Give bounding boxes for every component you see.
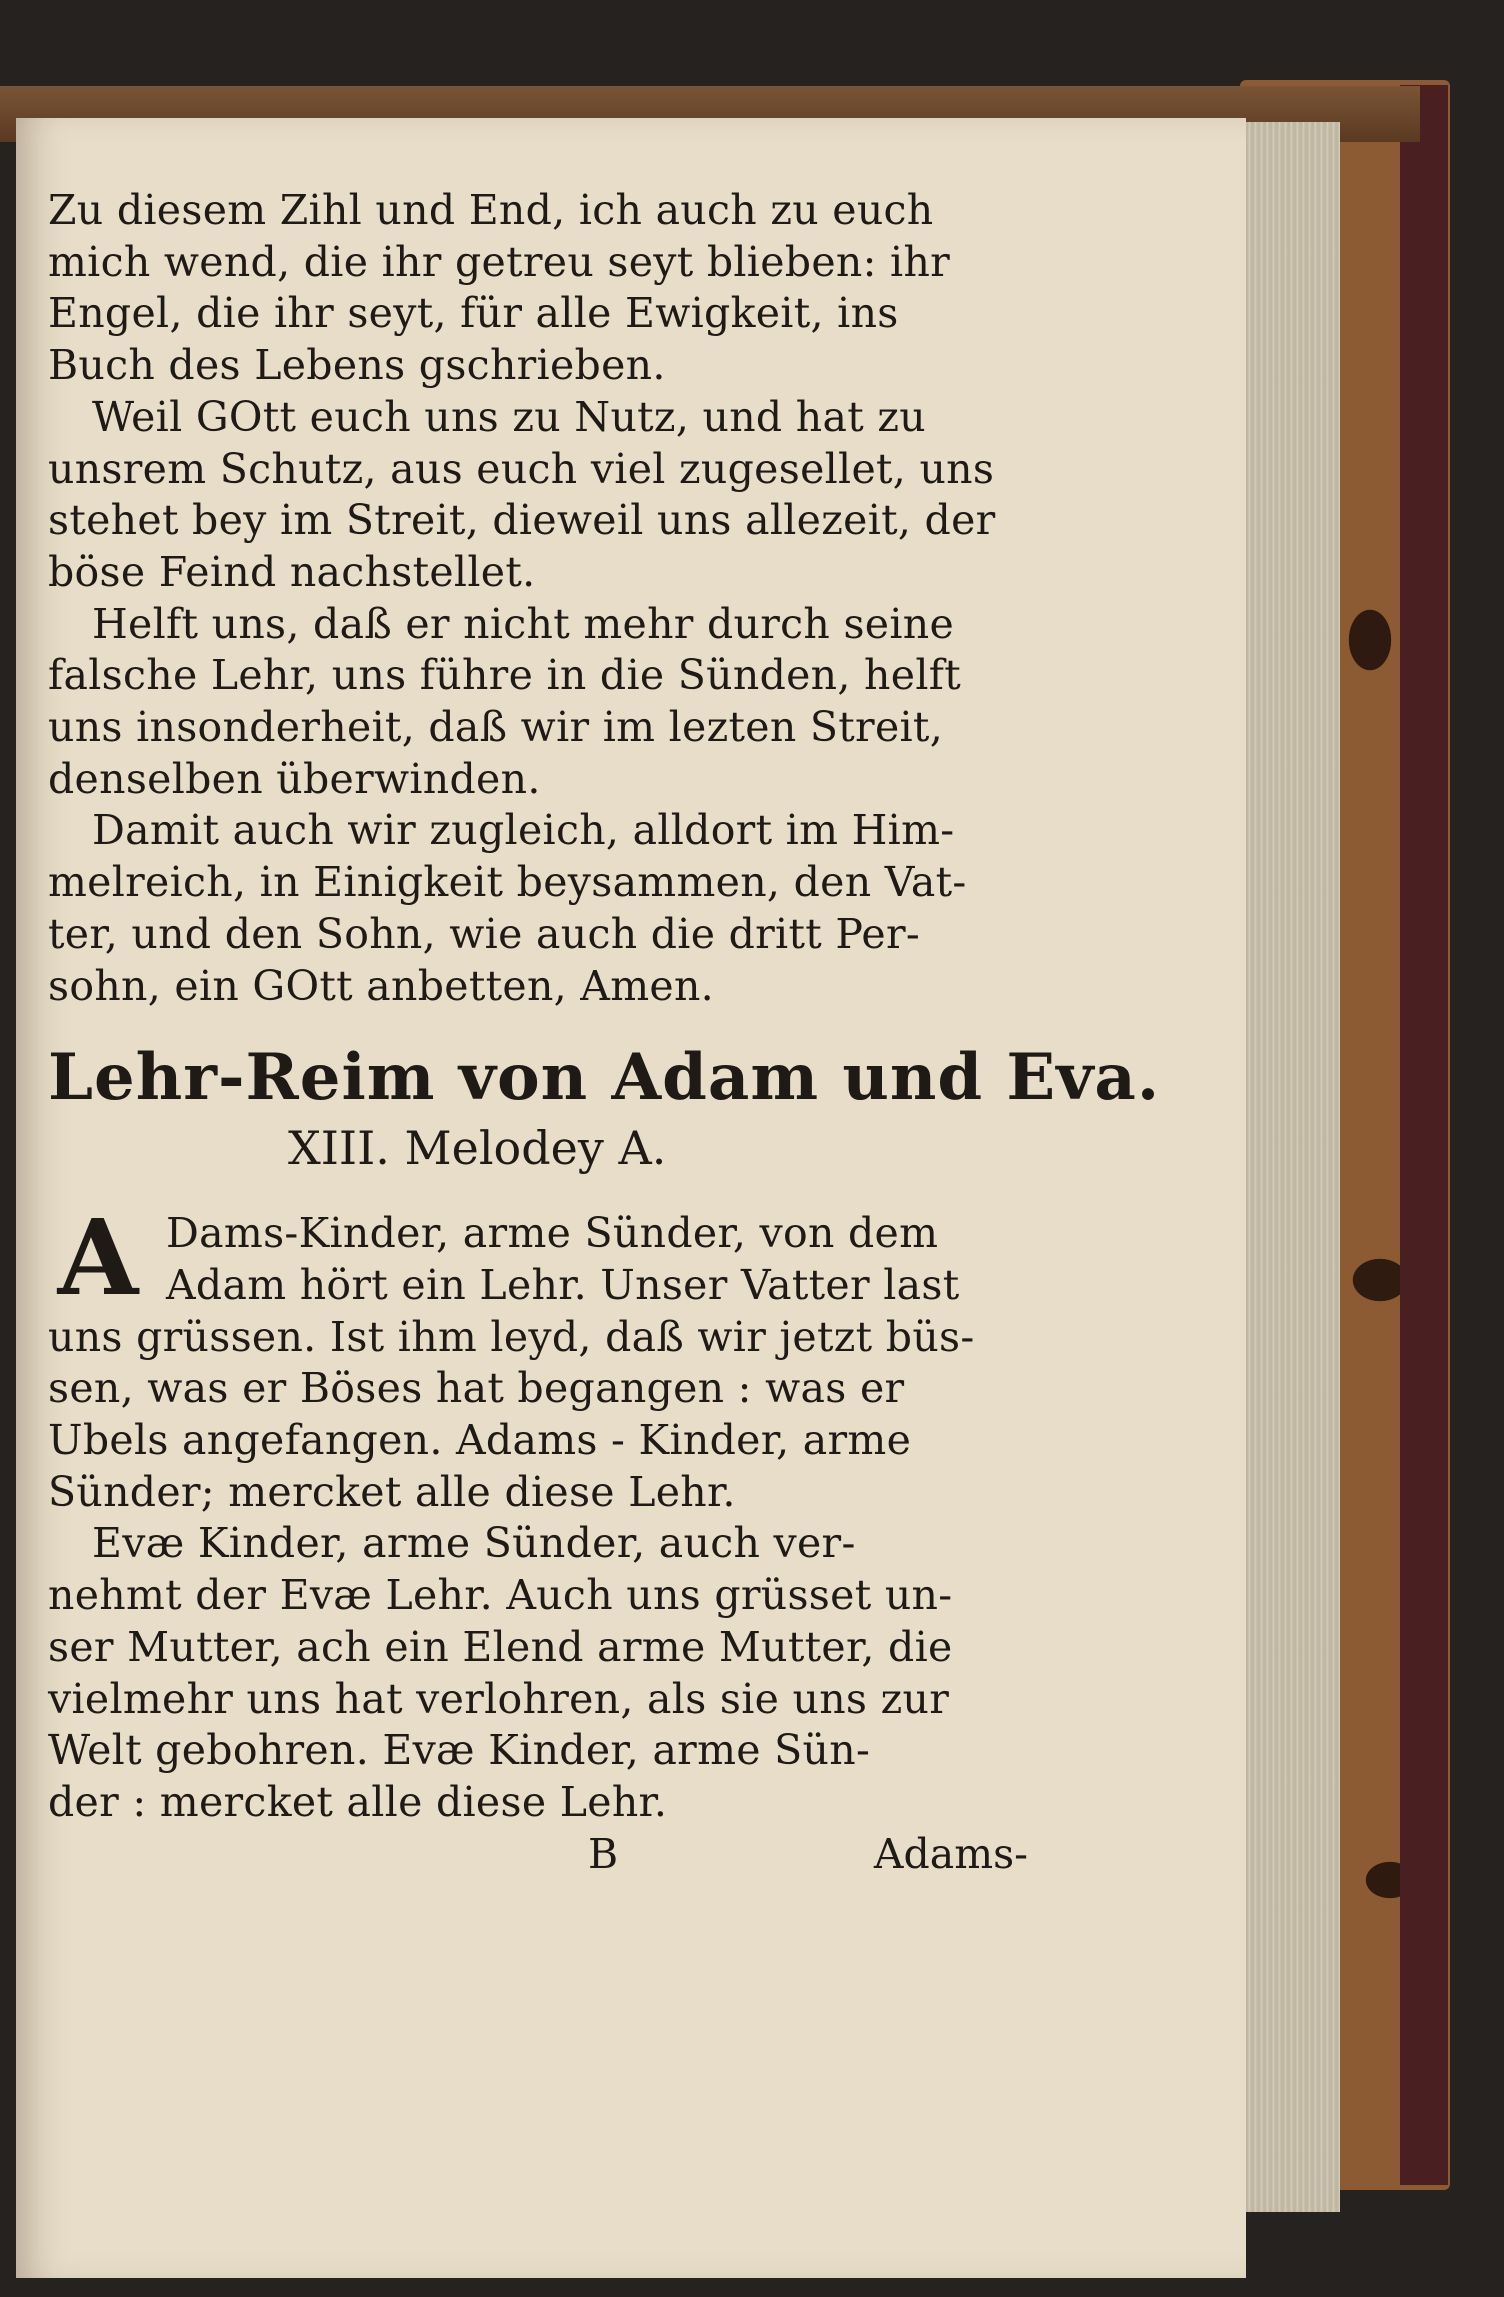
text-line: vielmehr uns hat verlohren, als sie uns zur (48, 1674, 950, 1723)
text-line: nehmt der Evæ Lehr. Auch uns grüsset un- (48, 1571, 953, 1620)
text-line: unsrem Schutz, aus euch viel zugesellet, uns (48, 444, 995, 493)
text-line: falsche Lehr, uns führe in die Sünden, helft (48, 651, 961, 700)
text-line: sen, was er Böses hat begangen : was er (48, 1364, 905, 1413)
paragraph-3 (48, 599, 1028, 806)
drop-cap: A (57, 1196, 139, 1320)
text-line: Buch des Lebens gschrieben. (48, 341, 666, 390)
text-line: melreich, in Einigkeit beysammen, den Vat- (48, 858, 967, 907)
text-line: uns insonderheit, daß wir im lezten Streit, (48, 703, 944, 752)
text-line: Dams-Kinder, arme Sünder, von dem (166, 1209, 939, 1258)
text-line: der : mercket alle diese Lehr. (48, 1777, 668, 1826)
paragraph-eva (48, 1518, 1028, 1828)
book-cover-edge (1400, 85, 1448, 2185)
text-line: Welt gebohren. Evæ Kinder, arme Sün- (48, 1726, 871, 1775)
text-line: Helft uns, daß er nicht mehr durch seine (92, 599, 955, 648)
text-line: denselben überwinden. (48, 754, 541, 803)
catchword: Adams- (873, 1829, 1028, 1878)
text-line: sohn, ein GOtt anbetten, Amen. (48, 961, 715, 1010)
paragraph-4 (48, 805, 1028, 1012)
text-line: böse Feind nachstellet. (48, 547, 536, 596)
hymn-title-block (48, 1038, 1161, 1178)
text-line: ser Mutter, ach ein Elend arme Mutter, die (48, 1622, 953, 1671)
paragraph-adam (48, 1196, 1028, 1518)
paragraph-2 (48, 392, 1028, 599)
text-line: Ubels angefangen. Adams - Kinder, arme (48, 1416, 912, 1465)
page-footer (48, 1829, 1028, 1881)
paragraph-1 (48, 185, 1028, 392)
text-line: Damit auch wir zugleich, alldort im Him- (92, 806, 955, 855)
text-line: Weil GOtt euch uns zu Nutz, und hat zu (92, 392, 926, 441)
text-line: Sünder; mercket alle diese Lehr. (48, 1467, 736, 1516)
hymn-melody: XIII. Melodey A. (288, 1121, 667, 1176)
text-line: uns grüssen. Ist ihm leyd, daß wir jetzt büs- (48, 1312, 975, 1361)
signature-mark: B (588, 1829, 619, 1878)
text-line: Evæ Kinder, arme Sünder, auch ver- (92, 1519, 856, 1568)
page-text (48, 185, 1161, 1880)
text-line: Zu diesem Zihl und End, ich auch zu euch (48, 186, 934, 234)
text-line: stehet bey im Streit, dieweil uns allezeit, der (48, 496, 996, 545)
text-line: mich wend, die ihr getreu seyt blieben: ihr (48, 237, 951, 286)
text-line: ter, und den Sohn, wie auch die dritt Per- (48, 909, 920, 958)
text-line: Engel, die ihr seyt, für alle Ewigkeit, ins (48, 289, 899, 338)
hymn-heading: Lehr-Reim von Adam und Eva. (48, 1040, 1161, 1116)
text-line: Adam hört ein Lehr. Unser Vatter last (166, 1260, 960, 1309)
